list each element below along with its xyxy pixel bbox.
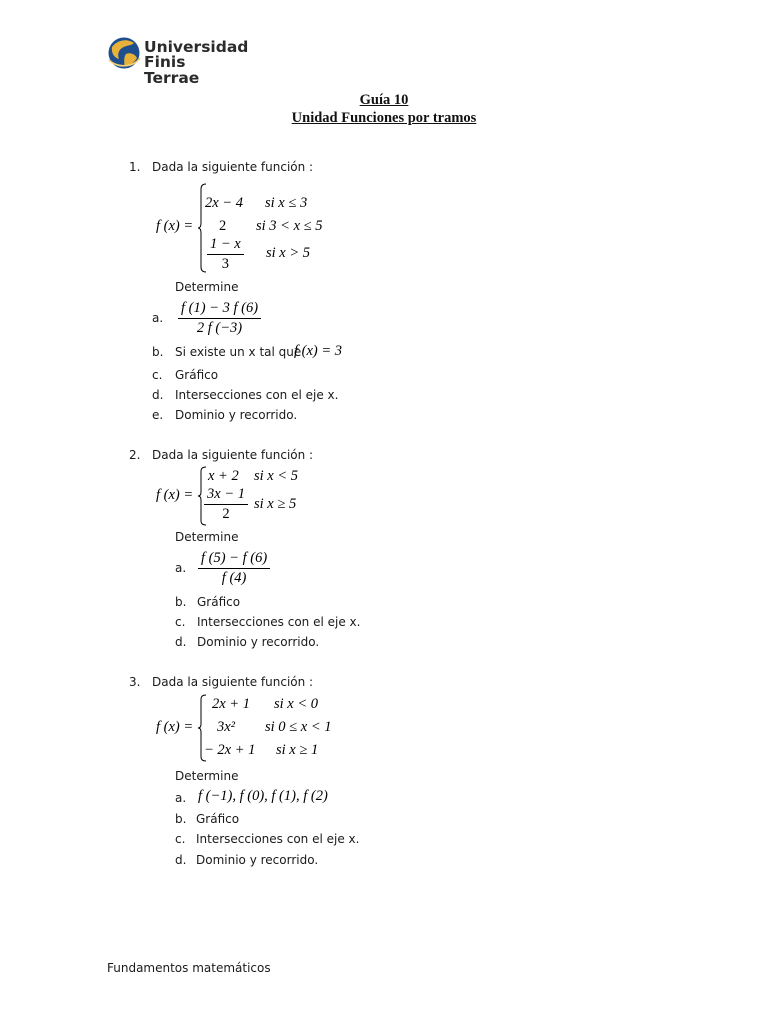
q2-piece2-expr: $\frac{3x - 1}{2}$ — [204, 486, 248, 523]
q3-item-c-text: Intersecciones con el eje x. — [196, 832, 360, 846]
q1-fx-label: f (x) = — [156, 218, 194, 234]
q2-item-d-letter: d. — [175, 635, 187, 649]
q1-number: 1. — [129, 160, 141, 174]
q2-determine: Determine — [175, 530, 239, 544]
q1-item-a-fraction: $\frac{f (1) - 3 f (6)}{2 f (-3)}$ — [178, 300, 261, 337]
q1-item-b-letter: b. — [152, 345, 164, 359]
globe-icon — [107, 34, 141, 72]
university-logo — [107, 34, 249, 87]
logo-line1: Universidad — [144, 38, 249, 56]
q1-item-d-letter: d. — [152, 388, 164, 402]
q3-item-b-letter: b. — [175, 812, 187, 826]
q2-item-d-text: Dominio y recorrido. — [197, 635, 320, 649]
q3-fx-label: f (x) = — [156, 719, 194, 735]
q2-item-b-text: Gráfico — [197, 595, 241, 609]
q2-piece1-cond: si x < 5 — [254, 468, 299, 484]
q3-piece1-expr: 2x + 1 — [212, 696, 250, 712]
q2-item-c-letter: c. — [175, 615, 186, 629]
q1-item-e-text: Dominio y recorrido. — [175, 408, 298, 422]
q3-piece3-cond: si x ≥ 1 — [276, 742, 319, 758]
q1-piece1-cond: si x ≤ 3 — [265, 195, 308, 211]
q1-intro: Dada la siguiente función : — [152, 160, 314, 174]
q3-piece2-cond: si 0 ≤ x < 1 — [265, 719, 332, 735]
q1-item-d-text: Intersecciones con el eje x. — [175, 388, 339, 402]
q2-item-c-text: Intersecciones con el eje x. — [197, 615, 361, 629]
q2-number: 2. — [129, 448, 141, 462]
q1-piece2-expr: 2 — [219, 218, 227, 234]
q1-piece3-expr: $\frac{1 - x}{3}$ — [207, 236, 244, 273]
q1-item-c-letter: c. — [152, 368, 163, 382]
q2-piece2-cond: si x ≥ 5 — [254, 496, 297, 512]
q3-number: 3. — [129, 675, 141, 689]
q2-piece1-expr: x + 2 — [208, 468, 239, 484]
q1-item-b-math: f (x) = 3 — [294, 343, 343, 359]
q2-item-a-fraction: $\frac{f (5) - f (6)}{f (4)}$ — [198, 550, 270, 587]
q2-item-a-letter: a. — [175, 561, 187, 575]
q1-piece1-expr: 2x − 4 — [205, 195, 243, 211]
q2-intro: Dada la siguiente función : — [152, 448, 314, 462]
q3-item-c-letter: c. — [175, 832, 186, 846]
q1-item-a-letter: a. — [152, 311, 164, 325]
q3-piece2-expr: 3x² — [217, 719, 236, 735]
page-subtitle: Unidad Funciones por tramos — [291, 110, 477, 126]
page-footer: Fundamentos matemáticos — [107, 961, 271, 975]
q3-item-b-text: Gráfico — [196, 812, 240, 826]
q3-item-d-letter: d. — [175, 853, 187, 867]
q1-piece3-cond: si x > 5 — [266, 245, 311, 261]
logo-line2: Finis Terrae — [144, 53, 200, 87]
q1-determine: Determine — [175, 280, 239, 294]
q3-item-d-text: Dominio y recorrido. — [196, 853, 319, 867]
q2-item-b-letter: b. — [175, 595, 187, 609]
q3-item-a-math: f (−1), f (0), f (1), f (2) — [198, 788, 328, 804]
q3-intro: Dada la siguiente función : — [152, 675, 314, 689]
q3-piece3-expr: − 2x + 1 — [204, 742, 256, 758]
q3-piece1-cond: si x < 0 — [274, 696, 319, 712]
q1-piece2-cond: si 3 < x ≤ 5 — [256, 218, 323, 234]
q1-item-b-text: Si existe un x tal que — [175, 345, 302, 359]
q2-fx-label: f (x) = — [156, 487, 194, 503]
q1-item-e-letter: e. — [152, 408, 164, 422]
q3-determine: Determine — [175, 769, 239, 783]
q1-item-c-text: Gráfico — [175, 368, 219, 382]
page-title: Guía 10 — [359, 92, 409, 108]
q3-item-a-letter: a. — [175, 791, 187, 805]
